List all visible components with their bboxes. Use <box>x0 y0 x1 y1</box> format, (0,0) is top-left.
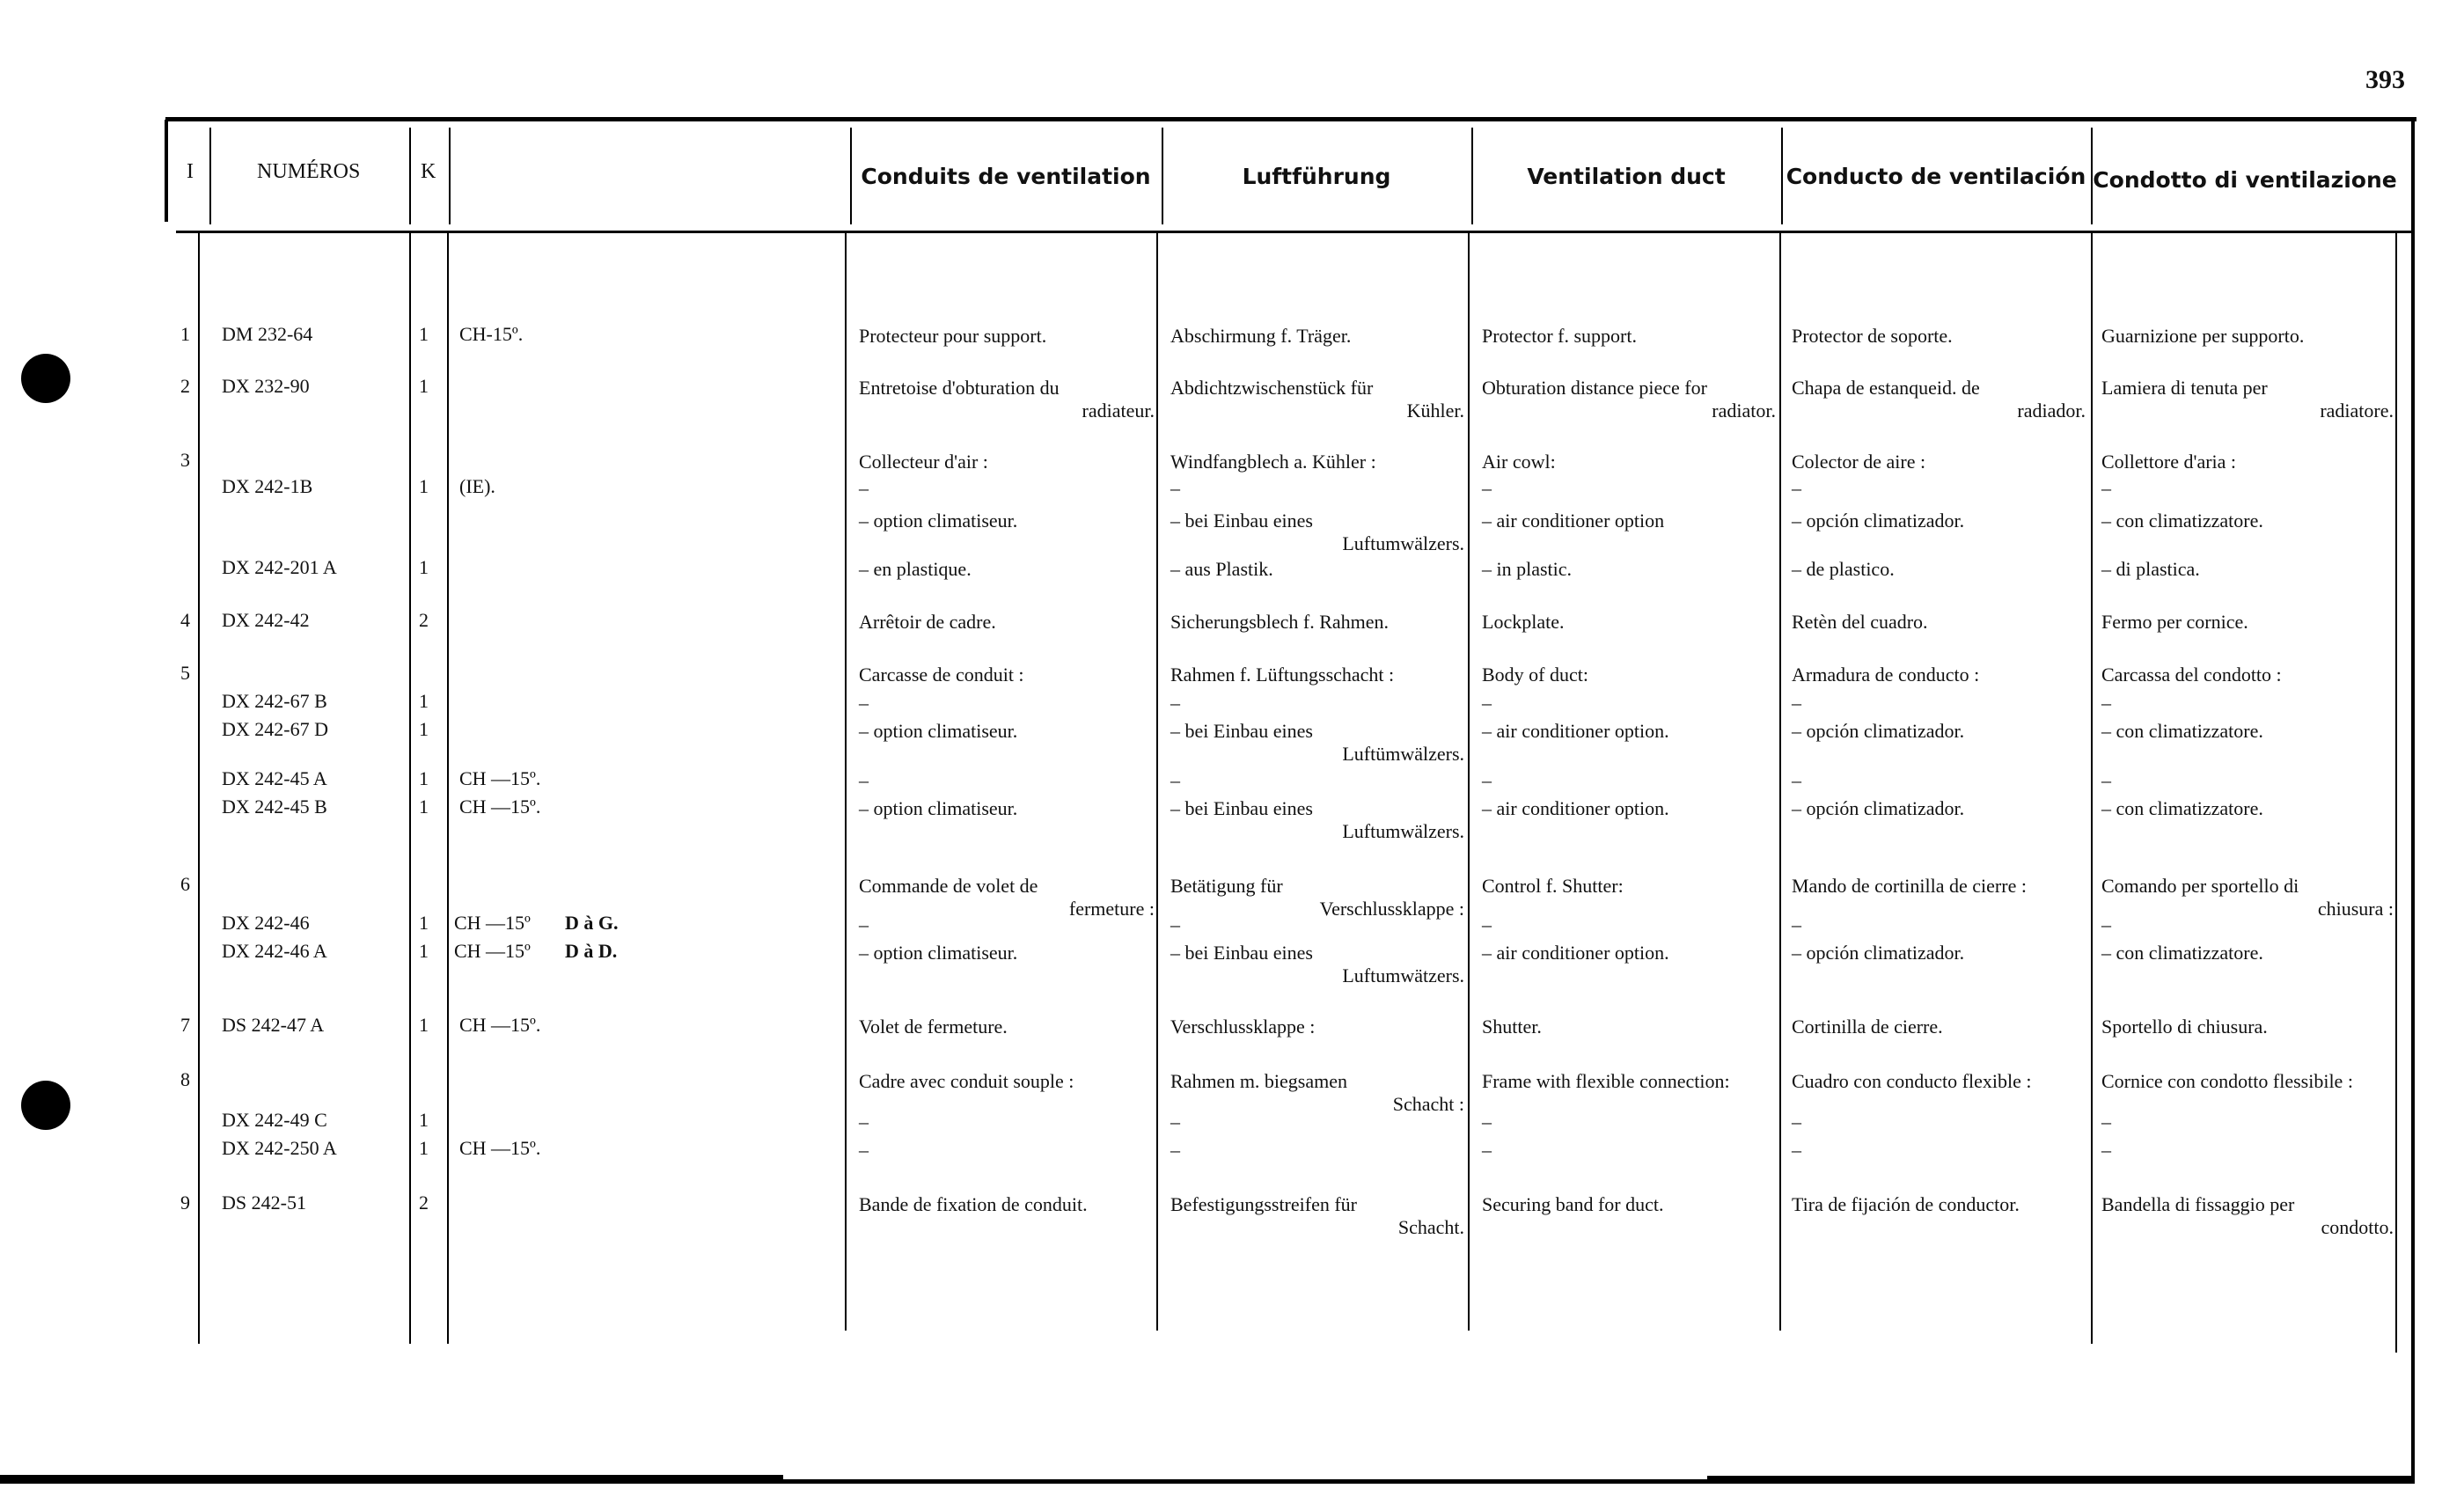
description-line: – de plastico. <box>1792 558 1895 580</box>
row-index: 6 <box>180 873 190 895</box>
remark: (IE). <box>459 475 495 497</box>
description-line: Carcasse de conduit : <box>859 664 1024 686</box>
remark-side: D à D. <box>565 940 618 962</box>
description-line: Chapa de estanqueid. de <box>1792 377 1980 399</box>
part-number: DX 242-67 D <box>222 718 328 740</box>
description-line: – air conditioner option. <box>1482 797 1669 819</box>
quantity: 1 <box>419 475 429 497</box>
description-continuation: Schacht : <box>1392 1093 1464 1115</box>
column-divider <box>409 231 411 1344</box>
description-line: – bei Einbau eines <box>1170 720 1313 742</box>
quantity: 1 <box>419 912 429 934</box>
description-line: – <box>1170 692 1180 714</box>
description-en <box>1482 1111 1776 1133</box>
description-line: – <box>2101 477 2111 499</box>
description-en <box>1482 1016 1776 1038</box>
description-de <box>1170 611 1464 634</box>
frame-bottom-thick-left <box>0 1475 783 1484</box>
description-line: Volet de fermeture. <box>859 1016 1008 1038</box>
description-line: Mando de cortinilla de cierre : <box>1792 875 2027 897</box>
description-es <box>1792 451 2086 473</box>
description-de <box>1170 1193 1464 1239</box>
description-es <box>1792 720 2086 743</box>
description-line: Collecteur d'air : <box>859 451 988 473</box>
description-en <box>1482 664 1776 686</box>
description-it <box>2101 692 2394 715</box>
description-line: – aus Plastik. <box>1170 558 1273 580</box>
description-de <box>1170 558 1464 581</box>
description-line: – opción climatizador. <box>1792 720 1965 742</box>
description-line: Securing band for duct. <box>1482 1193 1664 1215</box>
description-fr <box>859 1016 1155 1038</box>
part-number: DM 232-64 <box>222 323 313 345</box>
description-it <box>2101 611 2394 634</box>
description-line: Carcassa del condotto : <box>2101 664 2282 686</box>
description-en <box>1482 325 1776 348</box>
description-line: – <box>1482 692 1492 714</box>
description-line: – option climatiseur. <box>859 720 1018 742</box>
description-line: – <box>859 692 869 714</box>
description-line: Betätigung für <box>1170 875 1283 897</box>
remark: CH —15º. <box>459 1014 541 1036</box>
description-fr <box>859 942 1155 964</box>
description-de <box>1170 477 1464 500</box>
row-index: 4 <box>180 609 190 631</box>
remark: CH —15º. <box>459 796 541 818</box>
description-continuation: Luftumwälzers. <box>1342 820 1464 842</box>
part-number: DS 242-51 <box>222 1192 306 1214</box>
description-de <box>1170 769 1464 792</box>
description-es <box>1792 325 2086 348</box>
description-continuation: chiusura : <box>2317 898 2394 920</box>
description-continuation: Verschlussklappe : <box>1319 898 1464 920</box>
description-fr <box>859 558 1155 581</box>
quantity: 1 <box>419 556 429 578</box>
description-line: – <box>2101 913 2111 935</box>
description-line: – bei Einbau eines <box>1170 510 1313 532</box>
description-de <box>1170 325 1464 348</box>
description-it <box>2101 913 2394 936</box>
part-number: DX 242-250 A <box>222 1137 337 1159</box>
description-line: – air conditioner option. <box>1482 942 1669 964</box>
description-fr <box>859 451 1155 473</box>
row-index: 1 <box>180 323 190 345</box>
description-it <box>2101 942 2394 964</box>
description-en <box>1482 797 1776 820</box>
description-line: – opción climatizador. <box>1792 510 1965 532</box>
frame-right-border <box>2411 120 2415 1482</box>
header-lang-en: Ventilation duct <box>1527 164 1726 189</box>
description-es <box>1792 1016 2086 1038</box>
description-line: Windfangblech a. Kühler : <box>1170 451 1376 473</box>
description-es <box>1792 510 2086 532</box>
description-es <box>1792 913 2086 936</box>
quantity: 2 <box>419 1192 429 1214</box>
description-en <box>1482 769 1776 792</box>
description-line: – <box>1170 1111 1180 1133</box>
description-fr <box>859 797 1155 820</box>
column-divider <box>2395 231 2397 1353</box>
description-en <box>1482 913 1776 936</box>
remark: CH —15º <box>454 940 531 962</box>
quantity: 1 <box>419 1137 429 1159</box>
description-line: – option climatiseur. <box>859 942 1018 964</box>
quantity: 1 <box>419 323 429 345</box>
column-divider <box>2091 231 2093 1344</box>
description-line: – <box>1482 477 1492 499</box>
description-en <box>1482 1139 1776 1162</box>
description-line: Guarnizione per supporto. <box>2101 325 2305 347</box>
description-de <box>1170 510 1464 555</box>
description-line: Obturation distance piece for <box>1482 377 1707 399</box>
punch-hole-bottom <box>21 1081 70 1130</box>
description-line: Protector f. support. <box>1482 325 1637 347</box>
description-es <box>1792 1070 2086 1093</box>
description-line: – opción climatizador. <box>1792 942 1965 964</box>
description-line: Lockplate. <box>1482 611 1565 633</box>
quantity: 2 <box>419 609 429 631</box>
punch-hole-top <box>21 354 70 403</box>
description-line: – <box>1482 1139 1492 1161</box>
description-en <box>1482 942 1776 964</box>
description-de <box>1170 1016 1464 1038</box>
part-number: DX 242-45 A <box>222 767 327 789</box>
frame-left-border <box>165 120 168 222</box>
description-line: – <box>1170 1139 1180 1161</box>
description-es <box>1792 477 2086 500</box>
description-es <box>1792 942 2086 964</box>
description-line: – <box>1792 1139 1801 1161</box>
description-es <box>1792 875 2086 898</box>
description-es <box>1792 769 2086 792</box>
description-line: – <box>1170 769 1180 791</box>
description-it <box>2101 1016 2394 1038</box>
header-lang-fr: Conduits de ventilation <box>861 164 1151 189</box>
row-index: 2 <box>180 375 190 397</box>
description-line: – option climatiseur. <box>859 510 1018 532</box>
description-fr <box>859 1193 1155 1216</box>
frame-top-border <box>165 117 2416 121</box>
description-fr <box>859 1111 1155 1133</box>
description-line: – air conditioner option. <box>1482 720 1669 742</box>
quantity: 1 <box>419 1109 429 1131</box>
description-es <box>1792 797 2086 820</box>
description-line: Collettore d'aria : <box>2101 451 2237 473</box>
header-lang-it: Condotto di ventilazione <box>2093 167 2397 193</box>
description-de <box>1170 797 1464 843</box>
description-fr <box>859 720 1155 743</box>
description-de <box>1170 942 1464 987</box>
description-continuation: radiador. <box>2017 400 2086 422</box>
quantity: 1 <box>419 767 429 789</box>
part-number: DS 242-47 A <box>222 1014 325 1036</box>
column-divider <box>845 231 847 1331</box>
description-it <box>2101 1070 2394 1093</box>
header-col-numeros: NUMÉROS <box>257 160 361 183</box>
description-fr <box>859 510 1155 532</box>
description-line: – <box>859 769 869 791</box>
quantity: 1 <box>419 796 429 818</box>
description-line: – <box>1482 913 1492 935</box>
header-col-i: I <box>187 160 194 183</box>
description-line: – <box>859 1111 869 1133</box>
description-it <box>2101 558 2394 581</box>
column-divider <box>447 231 449 1344</box>
description-line: Shutter. <box>1482 1016 1542 1038</box>
description-line: – <box>1482 1111 1492 1133</box>
description-es <box>1792 1193 2086 1216</box>
part-number: DX 242-46 <box>222 912 310 934</box>
description-en <box>1482 477 1776 500</box>
description-continuation: Luftumwälzers. <box>1342 532 1464 554</box>
description-de <box>1170 664 1464 686</box>
description-line: Comando per sportello di <box>2101 875 2299 897</box>
row-index: 9 <box>180 1192 190 1214</box>
description-line: Protector de soporte. <box>1792 325 1953 347</box>
column-divider <box>1468 231 1470 1331</box>
description-line: Cuadro con conducto flexible : <box>1792 1070 2032 1092</box>
description-de <box>1170 377 1464 422</box>
description-line: Abdichtzwischenstück für <box>1170 377 1374 399</box>
description-fr <box>859 477 1155 500</box>
remark: CH —15º. <box>459 1137 541 1159</box>
description-continuation: Schacht. <box>1397 1216 1464 1238</box>
description-fr <box>859 1070 1155 1093</box>
description-en <box>1482 1193 1776 1216</box>
description-line: – con climatizzatore. <box>2101 797 2263 819</box>
description-line: – bei Einbau eines <box>1170 797 1313 819</box>
description-it <box>2101 1193 2394 1239</box>
remark: CH —15º <box>454 912 531 934</box>
description-it <box>2101 477 2394 500</box>
row-index: 3 <box>180 449 190 471</box>
description-continuation: fermeture : <box>1068 898 1155 920</box>
description-es <box>1792 558 2086 581</box>
description-continuation: Luftümwälzers. <box>1342 743 1464 765</box>
description-continuation: radiator. <box>1712 400 1776 422</box>
description-line: Befestigungsstreifen für <box>1170 1193 1357 1215</box>
description-line: – <box>1792 769 1801 791</box>
remark: CH-15º. <box>459 323 524 345</box>
description-line: – <box>859 477 869 499</box>
description-line: – option climatiseur. <box>859 797 1018 819</box>
description-line: – <box>2101 692 2111 714</box>
description-continuation: condotto. <box>2321 1216 2394 1238</box>
description-line: Entretoise d'obturation du <box>859 377 1060 399</box>
description-line: Cornice con condotto flessibile : <box>2101 1070 2353 1092</box>
quantity: 1 <box>419 718 429 740</box>
description-es <box>1792 664 2086 686</box>
column-divider <box>449 128 451 224</box>
description-en <box>1482 558 1776 581</box>
description-continuation: radiatore. <box>2320 400 2394 422</box>
part-number: DX 242-67 B <box>222 690 327 712</box>
description-line: – <box>1792 692 1801 714</box>
description-de <box>1170 451 1464 473</box>
description-line: – in plastic. <box>1482 558 1573 580</box>
description-fr <box>859 769 1155 792</box>
description-line: – <box>1792 913 1801 935</box>
description-line: – opción climatizador. <box>1792 797 1965 819</box>
description-it <box>2101 1111 2394 1133</box>
description-it <box>2101 510 2394 532</box>
part-number: DX 242-45 B <box>222 796 327 818</box>
description-line: Verschlussklappe : <box>1170 1016 1316 1038</box>
quantity: 1 <box>419 940 429 962</box>
column-divider <box>198 231 200 1344</box>
description-it <box>2101 451 2394 473</box>
description-line: Abschirmung f. Träger. <box>1170 325 1352 347</box>
description-continuation: Luftumwätzers. <box>1342 964 1464 986</box>
description-it <box>2101 1139 2394 1162</box>
description-line: Commande de volet de <box>859 875 1038 897</box>
description-line: Lamiera di tenuta per <box>2101 377 2268 399</box>
description-line: – en plastique. <box>859 558 972 580</box>
description-line: Sportello di chiusura. <box>2101 1016 2268 1038</box>
description-it <box>2101 769 2394 792</box>
description-es <box>1792 1139 2086 1162</box>
description-continuation: radiateur. <box>1082 400 1155 422</box>
header-rule <box>176 231 2411 233</box>
description-fr <box>859 377 1155 422</box>
description-line: Rahmen m. biegsamen <box>1170 1070 1348 1092</box>
description-it <box>2101 325 2394 348</box>
description-line: Bandella di fissaggio per <box>2101 1193 2295 1215</box>
description-line: – air conditioner option <box>1482 510 1665 532</box>
description-line: – <box>1170 477 1180 499</box>
description-continuation: Kühler. <box>1406 400 1464 422</box>
remark: CH —15º. <box>459 767 541 789</box>
column-divider <box>409 128 411 224</box>
description-fr <box>859 1139 1155 1162</box>
quantity: 1 <box>419 375 429 397</box>
description-en <box>1482 451 1776 473</box>
frame-bottom-thick-right <box>1707 1476 2415 1483</box>
description-line: Frame with flexible connection: <box>1482 1070 1730 1092</box>
part-number: DX 242-46 A <box>222 940 327 962</box>
description-line: – di plastica. <box>2101 558 2200 580</box>
description-en <box>1482 875 1776 898</box>
description-line: – <box>2101 769 2111 791</box>
description-line: Body of duct: <box>1482 664 1588 686</box>
description-it <box>2101 720 2394 743</box>
description-line: Cortinilla de cierre. <box>1792 1016 1943 1038</box>
description-line: Arrêtoir de cadre. <box>859 611 996 633</box>
row-index: 8 <box>180 1068 190 1090</box>
description-line: Armadura de conducto : <box>1792 664 1980 686</box>
description-es <box>1792 377 2086 422</box>
description-en <box>1482 1070 1776 1093</box>
description-fr <box>859 913 1155 936</box>
quantity: 1 <box>419 690 429 712</box>
description-line: – bei Einbau eines <box>1170 942 1313 964</box>
description-line: – con climatizzatore. <box>2101 510 2263 532</box>
description-de <box>1170 720 1464 766</box>
part-number: DX 242-201 A <box>222 556 337 578</box>
description-line: – con climatizzatore. <box>2101 720 2263 742</box>
description-it <box>2101 377 2394 422</box>
description-line: Protecteur pour support. <box>859 325 1047 347</box>
description-line: – <box>1792 477 1801 499</box>
description-line: Retèn del cuadro. <box>1792 611 1928 633</box>
part-number: DX 232-90 <box>222 375 310 397</box>
column-divider <box>1779 231 1781 1331</box>
column-divider <box>1156 231 1158 1331</box>
part-number: DX 242-42 <box>222 609 310 631</box>
description-it <box>2101 664 2394 686</box>
description-line: – <box>859 1139 869 1161</box>
description-en <box>1482 720 1776 743</box>
description-line: Tira de fijación de conductor. <box>1792 1193 2020 1215</box>
description-de <box>1170 1139 1464 1162</box>
description-de <box>1170 692 1464 715</box>
description-line: – <box>1792 1111 1801 1133</box>
description-en <box>1482 611 1776 634</box>
description-line: – <box>2101 1111 2111 1133</box>
description-es <box>1792 1111 2086 1133</box>
description-line: – <box>1482 769 1492 791</box>
description-en <box>1482 692 1776 715</box>
description-de <box>1170 913 1464 936</box>
description-line: – <box>1170 913 1180 935</box>
header-lang-es: Conducto de ventilación <box>1786 164 2086 189</box>
page-number: 393 <box>2365 65 2405 94</box>
description-line: Sicherungsblech f. Rahmen. <box>1170 611 1390 633</box>
description-fr <box>859 692 1155 715</box>
description-it <box>2101 797 2394 820</box>
description-line: Bande de fixation de conduit. <box>859 1193 1088 1215</box>
description-es <box>1792 611 2086 634</box>
description-line: Colector de aire : <box>1792 451 1926 473</box>
part-number: DX 242-1B <box>222 475 313 497</box>
description-line: Control f. Shutter: <box>1482 875 1624 897</box>
description-es <box>1792 692 2086 715</box>
description-line: – <box>859 913 869 935</box>
description-line: Cadre avec conduit souple : <box>859 1070 1074 1092</box>
description-line: Rahmen f. Lüftungsschacht : <box>1170 664 1395 686</box>
description-line: Fermo per cornice. <box>2101 611 2248 633</box>
header-lang-de: Luftführung <box>1242 164 1391 189</box>
description-de <box>1170 1111 1464 1133</box>
header-col-k: K <box>421 160 436 183</box>
description-line: – con climatizzatore. <box>2101 942 2263 964</box>
part-number: DX 242-49 C <box>222 1109 327 1131</box>
description-fr <box>859 664 1155 686</box>
row-index: 7 <box>180 1014 190 1036</box>
description-de <box>1170 1070 1464 1116</box>
remark-side: D à G. <box>565 912 619 934</box>
description-en <box>1482 510 1776 532</box>
column-divider <box>209 128 211 224</box>
description-line: Air cowl: <box>1482 451 1556 473</box>
quantity: 1 <box>419 1014 429 1036</box>
description-en <box>1482 377 1776 422</box>
row-index: 5 <box>180 662 190 684</box>
description-line: – <box>2101 1139 2111 1161</box>
description-fr <box>859 611 1155 634</box>
description-fr <box>859 325 1155 348</box>
